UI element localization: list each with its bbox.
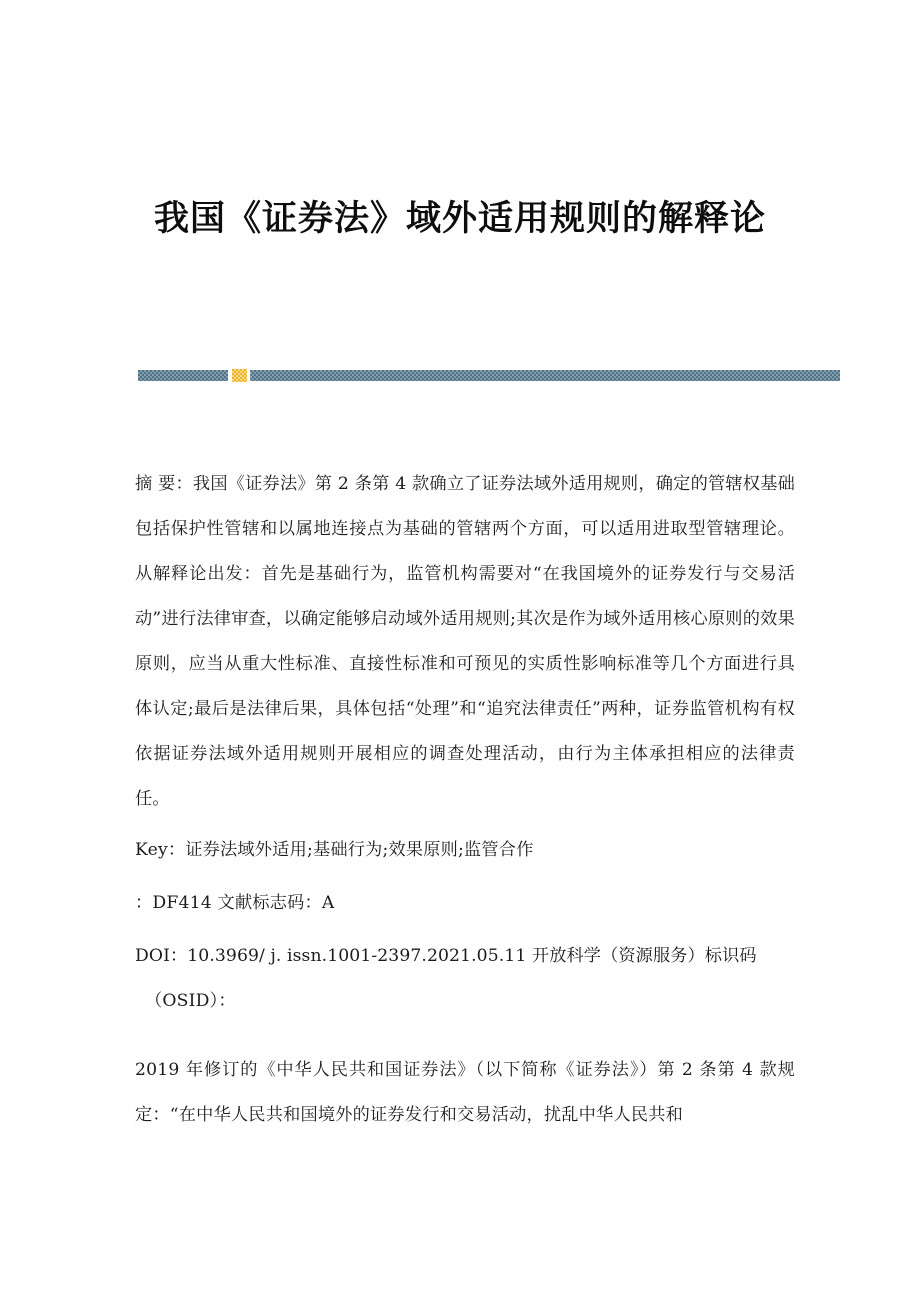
title-block [0,196,920,242]
article-content [135,462,795,1138]
decorative-divider [138,368,840,382]
spacer [135,1024,795,1048]
spacer [135,926,795,934]
keywords-line: Key：证券法域外适用;基础行为;效果原则;监管合作 [135,840,534,860]
abstract-paragraph: 摘 要：我国《证券法》第 2 条第 4 款确立了证券法域外适用规则，确定的管辖权基础包括保护性管辖和以属地连接点为基础的管辖两个方面，可以适用进取型管辖理论。从解释论出发：首先是基础行为，监管机构需要对“在我国境外的证券发行与交易活动”进行法律审查，以确定能够启动域外适用规则;其次是作为域外适用核心原则的效果原则，应当从重大性标准、直接性标准和可预见的实质性影响标准等几个方面进行具体认定;最后是法律后果，具体包括“处理”和“追究法律责任”两种，证券监管机构有权依据证券法域外适用规则开展相应的调查处理活动，由行为主体承担相应的法律责任。 [135,474,795,809]
doi-line: DOI：10.3969/ j. issn.1001-2397.2021.05.11 开放科学（资源服务）标识码 [135,946,757,966]
gold-square-glyph [232,369,247,382]
gold-square-accent-icon [228,366,250,385]
classification-line: ：DF414 文献标志码：A [135,893,335,913]
body-paragraph-1: 2019 年修订的《中华人民共和国证券法》（以下简称《证券法》）第 2 条第 4 款规定：“在中华人民共和国境外的证券发行和交易活动，扰乱中华人民共和 [135,1060,795,1125]
osid-line: （OSID）： [145,991,236,1011]
page-title: 我国《证券法》域外适用规则的解释论 [153,198,766,239]
spacer [135,873,795,881]
